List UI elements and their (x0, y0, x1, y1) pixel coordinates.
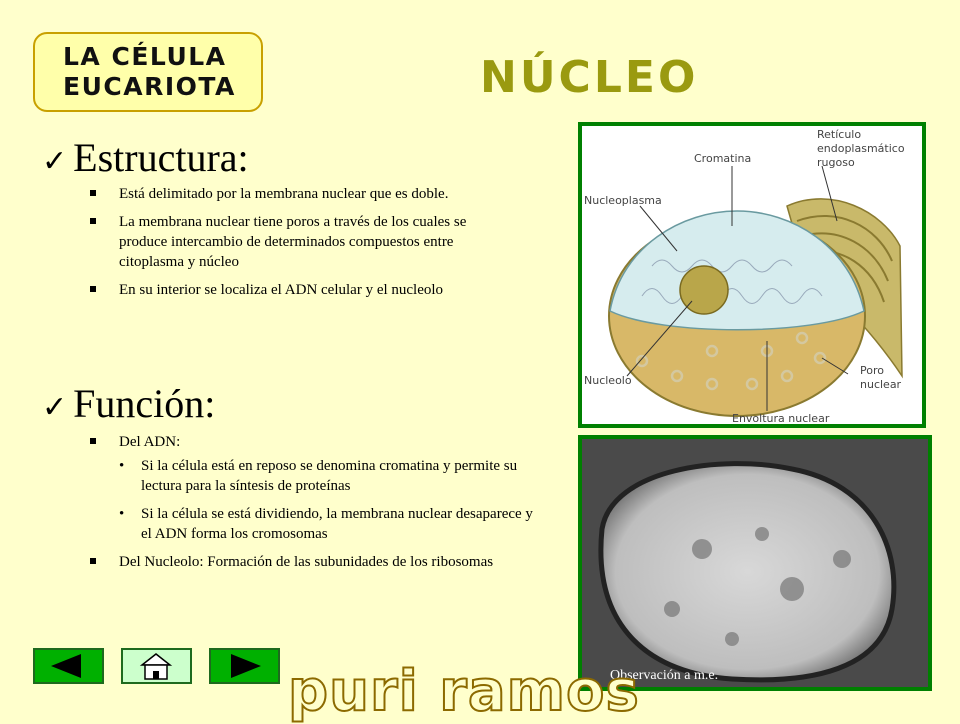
label-cromatina: Cromatina (694, 152, 752, 165)
label-poro: Poro (860, 364, 884, 377)
list-item-text: Del ADN: (119, 434, 181, 450)
section-badge (33, 32, 263, 112)
funcion-list (88, 432, 538, 580)
sub-list-item: • Si la célula se está dividiendo, la membrana nuclear desaparece y el ADN forma los cromosomas (119, 504, 538, 544)
label-nucleolo: Nucleolo (584, 374, 632, 387)
funcion-heading (42, 382, 215, 430)
previous-button[interactable] (33, 648, 104, 684)
triangle-right-icon (211, 650, 278, 682)
funcion-heading-text: Función: (73, 381, 216, 426)
home-icon (123, 650, 190, 682)
estructura-heading (42, 136, 249, 184)
estructura-heading-text: Estructura: (73, 135, 249, 180)
label-reticulo-2: endoplasmático (817, 142, 905, 155)
label-envoltura: Envoltura nuclear (732, 412, 830, 424)
label-reticulo: Retículo (817, 128, 862, 141)
badge-line-2: EUCARIOTA (63, 72, 236, 101)
sub-list-item: • Si la célula está en reposo se denomina cromatina y permite su lectura para la síntesis de proteínas (119, 456, 538, 496)
list-item: La membrana nuclear tiene poros a través de los cuales se produce intercambio de determinados compuestos entre citoplasma y núcleo (88, 212, 518, 272)
home-button[interactable] (121, 648, 192, 684)
list-item: Está delimitado por la membrana nuclear que es doble. (88, 184, 518, 204)
checkmark-icon: ✓ (42, 390, 68, 425)
label-poro-2: nuclear (860, 378, 902, 391)
page-title: NÚCLEO (480, 52, 699, 103)
badge-line-1: LA CÉLULA (63, 42, 227, 71)
author-signature: puri ramos (288, 659, 640, 724)
list-item (88, 432, 538, 544)
triangle-left-icon (35, 650, 102, 682)
label-nucleoplasma: Nucleoplasma (584, 194, 662, 207)
list-item: En su interior se localiza el ADN celular y el nucleolo (88, 280, 518, 300)
checkmark-icon: ✓ (42, 144, 68, 179)
nucleus-diagram-svg (582, 126, 922, 424)
estructura-list (88, 184, 518, 308)
label-reticulo-3: rugoso (817, 156, 855, 169)
micrograph-svg (582, 439, 928, 687)
nucleus-diagram (578, 122, 926, 428)
next-button[interactable] (209, 648, 280, 684)
list-item: Del Nucleolo: Formación de las subunidades de los ribosomas (88, 552, 538, 572)
funcion-sublist (119, 456, 538, 544)
electron-micrograph (578, 435, 932, 691)
micrograph-caption: Observación a m.e. (610, 668, 719, 683)
